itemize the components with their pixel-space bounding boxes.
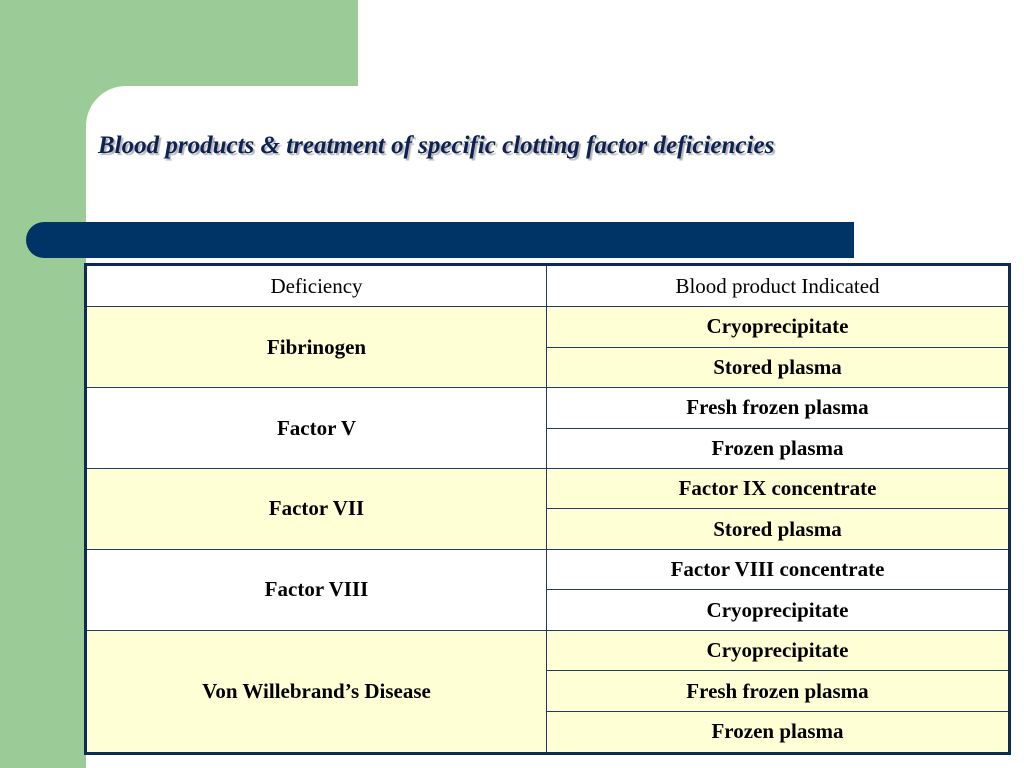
deficiency-cell: Von Willebrand’s Disease [86,630,547,753]
blood-product-cell: Frozen plasma [547,428,1010,468]
header-deficiency: Deficiency [86,265,547,307]
table-row [86,630,1010,670]
header-blood-product: Blood product Indicated [547,265,1010,307]
deficiency-cell: Factor V [86,388,547,469]
blood-product-cell: Stored plasma [547,509,1010,549]
blood-product-cell: Factor IX concentrate [547,468,1010,508]
deficiency-cell: Factor VII [86,468,547,549]
table-row [86,307,1010,347]
deficiency-table [84,263,1011,755]
blood-product-cell: Cryoprecipitate [547,590,1010,630]
table-row [86,468,1010,508]
table-row [86,388,1010,428]
blood-product-cell: Fresh frozen plasma [547,671,1010,711]
title-divider-bar [26,222,854,258]
deficiency-cell: Factor VIII [86,549,547,630]
blood-product-cell: Stored plasma [547,347,1010,387]
blood-product-cell: Fresh frozen plasma [547,388,1010,428]
blood-product-cell: Factor VIII concentrate [547,549,1010,589]
deficiency-cell: Fibrinogen [86,307,547,388]
blood-product-cell: Cryoprecipitate [547,307,1010,347]
table-row [86,549,1010,589]
table-header-row [86,265,1010,307]
blood-product-cell: Frozen plasma [547,711,1010,753]
slide-title: Blood products & treatment of specific clotting factor deficiencies [98,132,775,159]
blood-product-cell: Cryoprecipitate [547,630,1010,670]
